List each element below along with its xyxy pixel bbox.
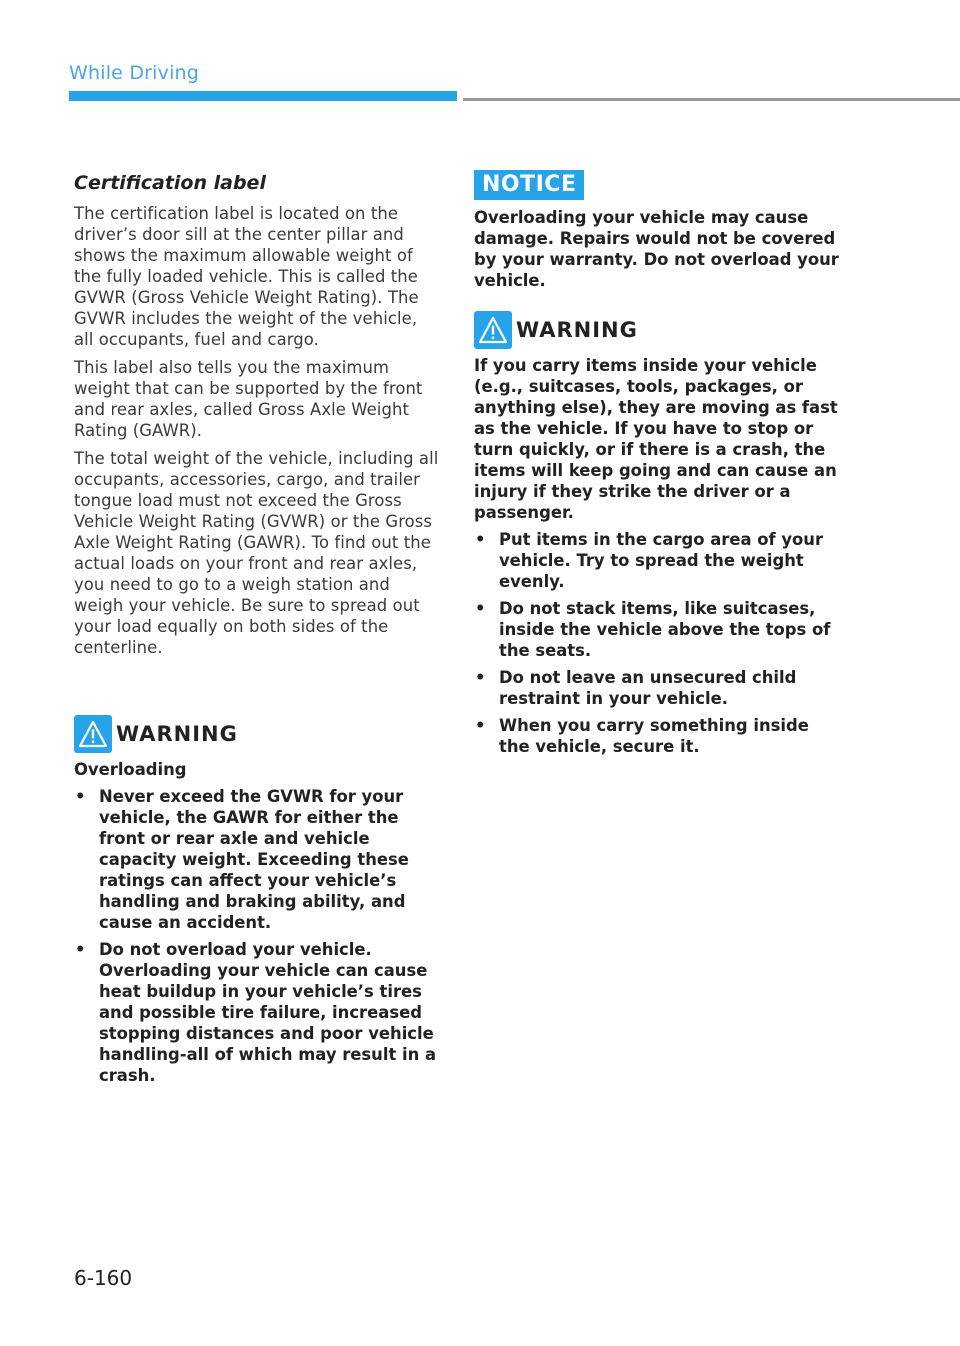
- bullet-dot: •: [475, 716, 486, 735]
- left-column: [74, 172, 440, 1092]
- warning-title: WARNING: [116, 722, 238, 746]
- warning-overloading-list: [74, 786, 440, 1086]
- spacer: [74, 665, 440, 715]
- warning-cargo-list: [474, 529, 840, 757]
- list-item: [74, 786, 440, 933]
- bullet-dot: •: [475, 599, 486, 618]
- section-header: While Driving: [69, 62, 200, 84]
- certification-paragraph-2: This label also tells you the maximum weight that can be supported by the front and rear axles, called Gross Axle Weight Rating (GAWR).: [74, 358, 423, 440]
- warning-overloading-header: [74, 715, 440, 753]
- list-item-text: Do not stack items, like suitcases, inside the vehicle above the tops of the seats.: [499, 599, 831, 660]
- warning-triangle-icon: [474, 311, 512, 349]
- certification-paragraph-3: The total weight of the vehicle, including all occupants, accessories, cargo, and trailer tongue load must not exceed the Gross Vehicle Weight Rating (GVWR) or the Gross Axle Weight Rating (GAWR). To find out the actual loads on your front and rear axles, you need to go to a weigh station and weigh your vehicle. Be sure to spread out your load equally on both sides of the centerline.: [74, 449, 439, 657]
- list-item-text: Do not overload your vehicle. Overloading your vehicle can cause heat buildup in your vehicle’s tires and possible tire failure, increased stopping distances and poor vehicle handling-all of which may result in a crash.: [99, 940, 437, 1085]
- warning-cargo-header: [474, 311, 840, 349]
- header-rule: [463, 98, 960, 101]
- list-item-text: Put items in the cargo area of your vehicle. Try to spread the weight evenly.: [499, 530, 824, 591]
- warning-title: WARNING: [516, 318, 638, 342]
- list-item: [474, 529, 840, 592]
- bullet-dot: •: [75, 787, 86, 806]
- list-item: [474, 715, 840, 757]
- list-item: [474, 598, 840, 661]
- notice-text: Overloading your vehicle may cause damage. Repairs would not be covered by your warranty. Do not overload your vehicle.: [474, 208, 839, 290]
- certification-paragraph-1: The certification label is located on the driver’s door sill at the center pillar and shows the maximum allowable weight of the fully loaded vehicle. This is called the GVWR (Gross Vehicle Weight Rating). The GVWR includes the weight of the vehicle, all occupants, fuel and cargo.: [74, 204, 419, 349]
- certification-title: Certification label: [74, 172, 266, 194]
- notice-badge: NOTICE: [474, 170, 584, 200]
- bullet-dot: •: [475, 530, 486, 549]
- warning-subtitle: Overloading: [74, 760, 187, 779]
- right-column: [474, 170, 840, 763]
- header-accent-bar: [69, 91, 457, 101]
- list-item-text: Never exceed the GVWR for your vehicle, the GAWR for either the front or rear axle and vehicle capacity weight. Exceeding these ratings can affect your vehicle’s handling and braking ability, and cause an accident.: [99, 787, 409, 932]
- list-item: [74, 939, 440, 1086]
- spacer: [474, 297, 840, 311]
- page-number: 6-160: [74, 1266, 133, 1290]
- bullet-dot: •: [475, 668, 486, 687]
- list-item: [474, 667, 840, 709]
- list-item-text: Do not leave an unsecured child restraint in your vehicle.: [499, 668, 797, 708]
- list-item-text: When you carry something inside the vehicle, secure it.: [499, 716, 809, 756]
- warning-cargo-intro: If you carry items inside your vehicle (e.g., suitcases, tools, packages, or anything else), they are moving as fast as the vehicle. If you have to stop or turn quickly, or if there is a crash, the items will keep going and can cause an injury if they strike the driver or a passenger.: [474, 356, 838, 522]
- bullet-dot: •: [75, 940, 86, 959]
- warning-triangle-icon: [74, 715, 112, 753]
